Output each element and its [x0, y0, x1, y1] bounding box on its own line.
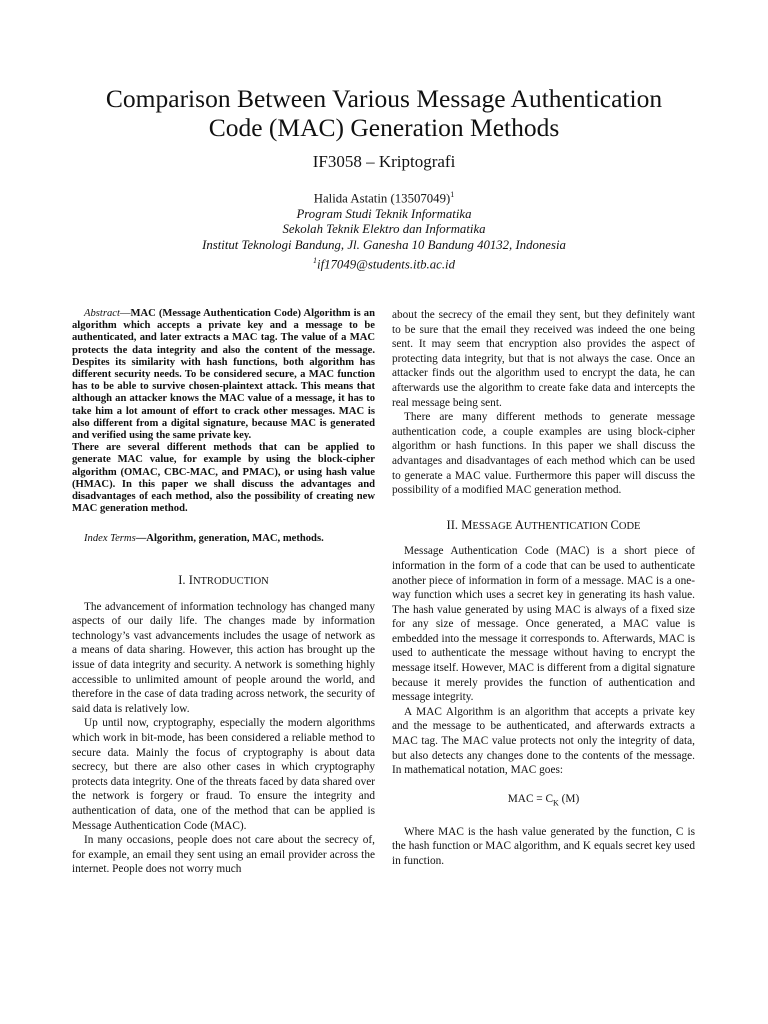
section-2-uthentication: UTHENTICATION	[523, 520, 611, 532]
right-column	[392, 308, 695, 868]
section-heading-introduction	[72, 573, 375, 590]
abstract-paragraph-2: There are several different methods that can be applied to generate MAC value, for example by using the block-cipher algorithm (OMAC, CBC-MAC, and PMAC), or using hash value (HMAC). In this paper we shall discuss the advantages and disadvantages of each method, also the possibility of creating new MAC generation method.	[72, 442, 375, 515]
index-terms-text: Algorithm, generation, MAC, methods.	[146, 533, 324, 545]
abstract-label: Abstract	[84, 308, 120, 319]
mac-paragraph-3: Where MAC is the hash value generated by the function, C is the hash function or MAC algorithm, and K equals secret key used in function.	[392, 825, 695, 867]
section-1-first-letter: I	[188, 573, 193, 588]
section-heading-mac	[392, 518, 695, 535]
author-name: Halida Astatin (13507049)	[313, 191, 451, 206]
intro-paragraph-2: Up until now, cryptography, especially the modern algorithms which work in bit-mode, has been considered a reliable method to secure data. Mainly the focus of cryptography is about data secrecy, but there are also other cases in which cryptography protects data integrity. One of the threats faced by data shared over the network is forgery or fraud. To ensure the integrity and authentication of data, one of the method that can be applied is Message Authentication Code (MAC).	[72, 717, 375, 832]
paper-title	[60, 84, 708, 142]
intro-paragraph-4: There are many different methods to generate message authentication code, a couple examples are using block-cipher algorithm or hash functions. In this paper we shall discuss the advantages and disadvantages of each method which can be used to generate a MAC value. Furthermore this paper will discuss the possibility of a modified MAC generation method.	[392, 411, 695, 497]
equation-subscript: K	[553, 798, 559, 808]
title-line-1: Comparison Between Various Message Authentication	[105, 84, 663, 113]
author-line	[0, 187, 768, 207]
affiliation-line-2: Sekolah Teknik Elektro dan Informatika	[282, 222, 486, 237]
author-email: if17049@students.itb.ac.id	[317, 257, 455, 272]
equation-rhs: (M)	[558, 792, 580, 805]
abstract-text-1: MAC (Message Authentication Code) Algorithm is an algorithm which accepts a private key and a message to be authenticated, and later extracts a MAC tag. The value of a MAC protects the data integrity and also the content of the message. Despites its similarity with hash functions, both algorithm has different security needs. To be considered secure, a MAC function has to be able to survive chosen-plaintext attack. This means that although an attacker knows the MAC value of a message, it has to take him a lot amount of effort to crack other messages. MAC is also different from a digital signature, because MAC is generated and verified using the same private key.	[72, 308, 375, 442]
mac-paragraph-2: A MAC Algorithm is an algorithm that accepts a private key and the message to be authenticated, and afterwards extracts a MAC tag. The MAC value protects not only the integrity of data, but also detects any changes done to the contents of the message. In mathematical notation, MAC goes:	[392, 705, 695, 777]
email-footnote-mark: 1	[313, 256, 318, 266]
section-1-rest: NTRODUCTION	[192, 576, 269, 588]
email-line	[0, 253, 768, 273]
affiliation-line-1: Program Studi Teknik Informatika	[296, 206, 472, 221]
intro-paragraph-3: In many occasions, people does not care about the secrecy of, for example, an email they sent using an email provider across the internet. People does not worry much	[72, 834, 375, 876]
equation-lhs: MAC = C	[507, 792, 554, 805]
index-terms	[72, 532, 375, 547]
section-1-number: I.	[178, 573, 189, 588]
intro-paragraph-1: The advancement of information technology has changed many aspects of our daily life. The changes made by information technology’s vast advancements includes the usage of network as a means of data sharing. However, this action has brought up the issue of data integrity and security. A network is something highly accessible to unlimited amount of people around the world, and therefore in the case of data trading across network, the security of said data is relatively low.	[72, 600, 375, 715]
author-block	[0, 187, 768, 273]
section-2-essage: ESSAGE	[472, 520, 515, 532]
abstract-paragraph-1	[72, 308, 375, 442]
title-line-2: Code (MAC) Generation Methods	[208, 113, 560, 142]
author-footnote-mark: 1	[450, 190, 455, 199]
intro-paragraph-3-continued: about the secrecy of the email they sent, but they definitely want to be sure that the email they received was indeed the one being sent. It may seem that encryption also provides the aspect of protecting data integrity, but that is not always the case. Once an attacker finds out the algorithm used to encrypt the data, he can afterwards use the algorithm to create fake data and intercepts the real message being sent.	[392, 309, 695, 409]
mac-equation	[392, 792, 695, 811]
left-column	[72, 308, 375, 877]
section-2-m: M	[461, 517, 473, 532]
index-terms-dash: —	[135, 533, 147, 545]
abstract	[72, 308, 375, 515]
section-2-number: II.	[446, 517, 462, 532]
index-terms-label: Index Terms	[84, 533, 136, 545]
course-name: IF3058 – Kriptografi	[312, 152, 456, 171]
section-2-ode: ODE	[618, 520, 641, 532]
abstract-dash: —	[119, 308, 131, 319]
affiliation-line-3: Institut Teknologi Bandung, Jl. Ganesha 10 Bandung 40132, Indonesia	[202, 237, 566, 252]
section-2-a: A	[514, 517, 524, 532]
mac-paragraph-1: Message Authentication Code (MAC) is a short piece of information in the form of a code that can be used to authenticate another piece of information in form of a message. MAC is a one-way function which uses a secret key in generating its hash value. The hash value generated by using MAC is always of a fixed size for any size of message. Once generated, a MAC value is embedded into the message it corresponds to. Afterwards, MAC is used to authenticate the message without having to encrypt the message itself. However, MAC is different from a digital signature because it merely provides the function of authentication and message integrity.	[392, 545, 695, 704]
section-2-c: C	[610, 517, 619, 532]
